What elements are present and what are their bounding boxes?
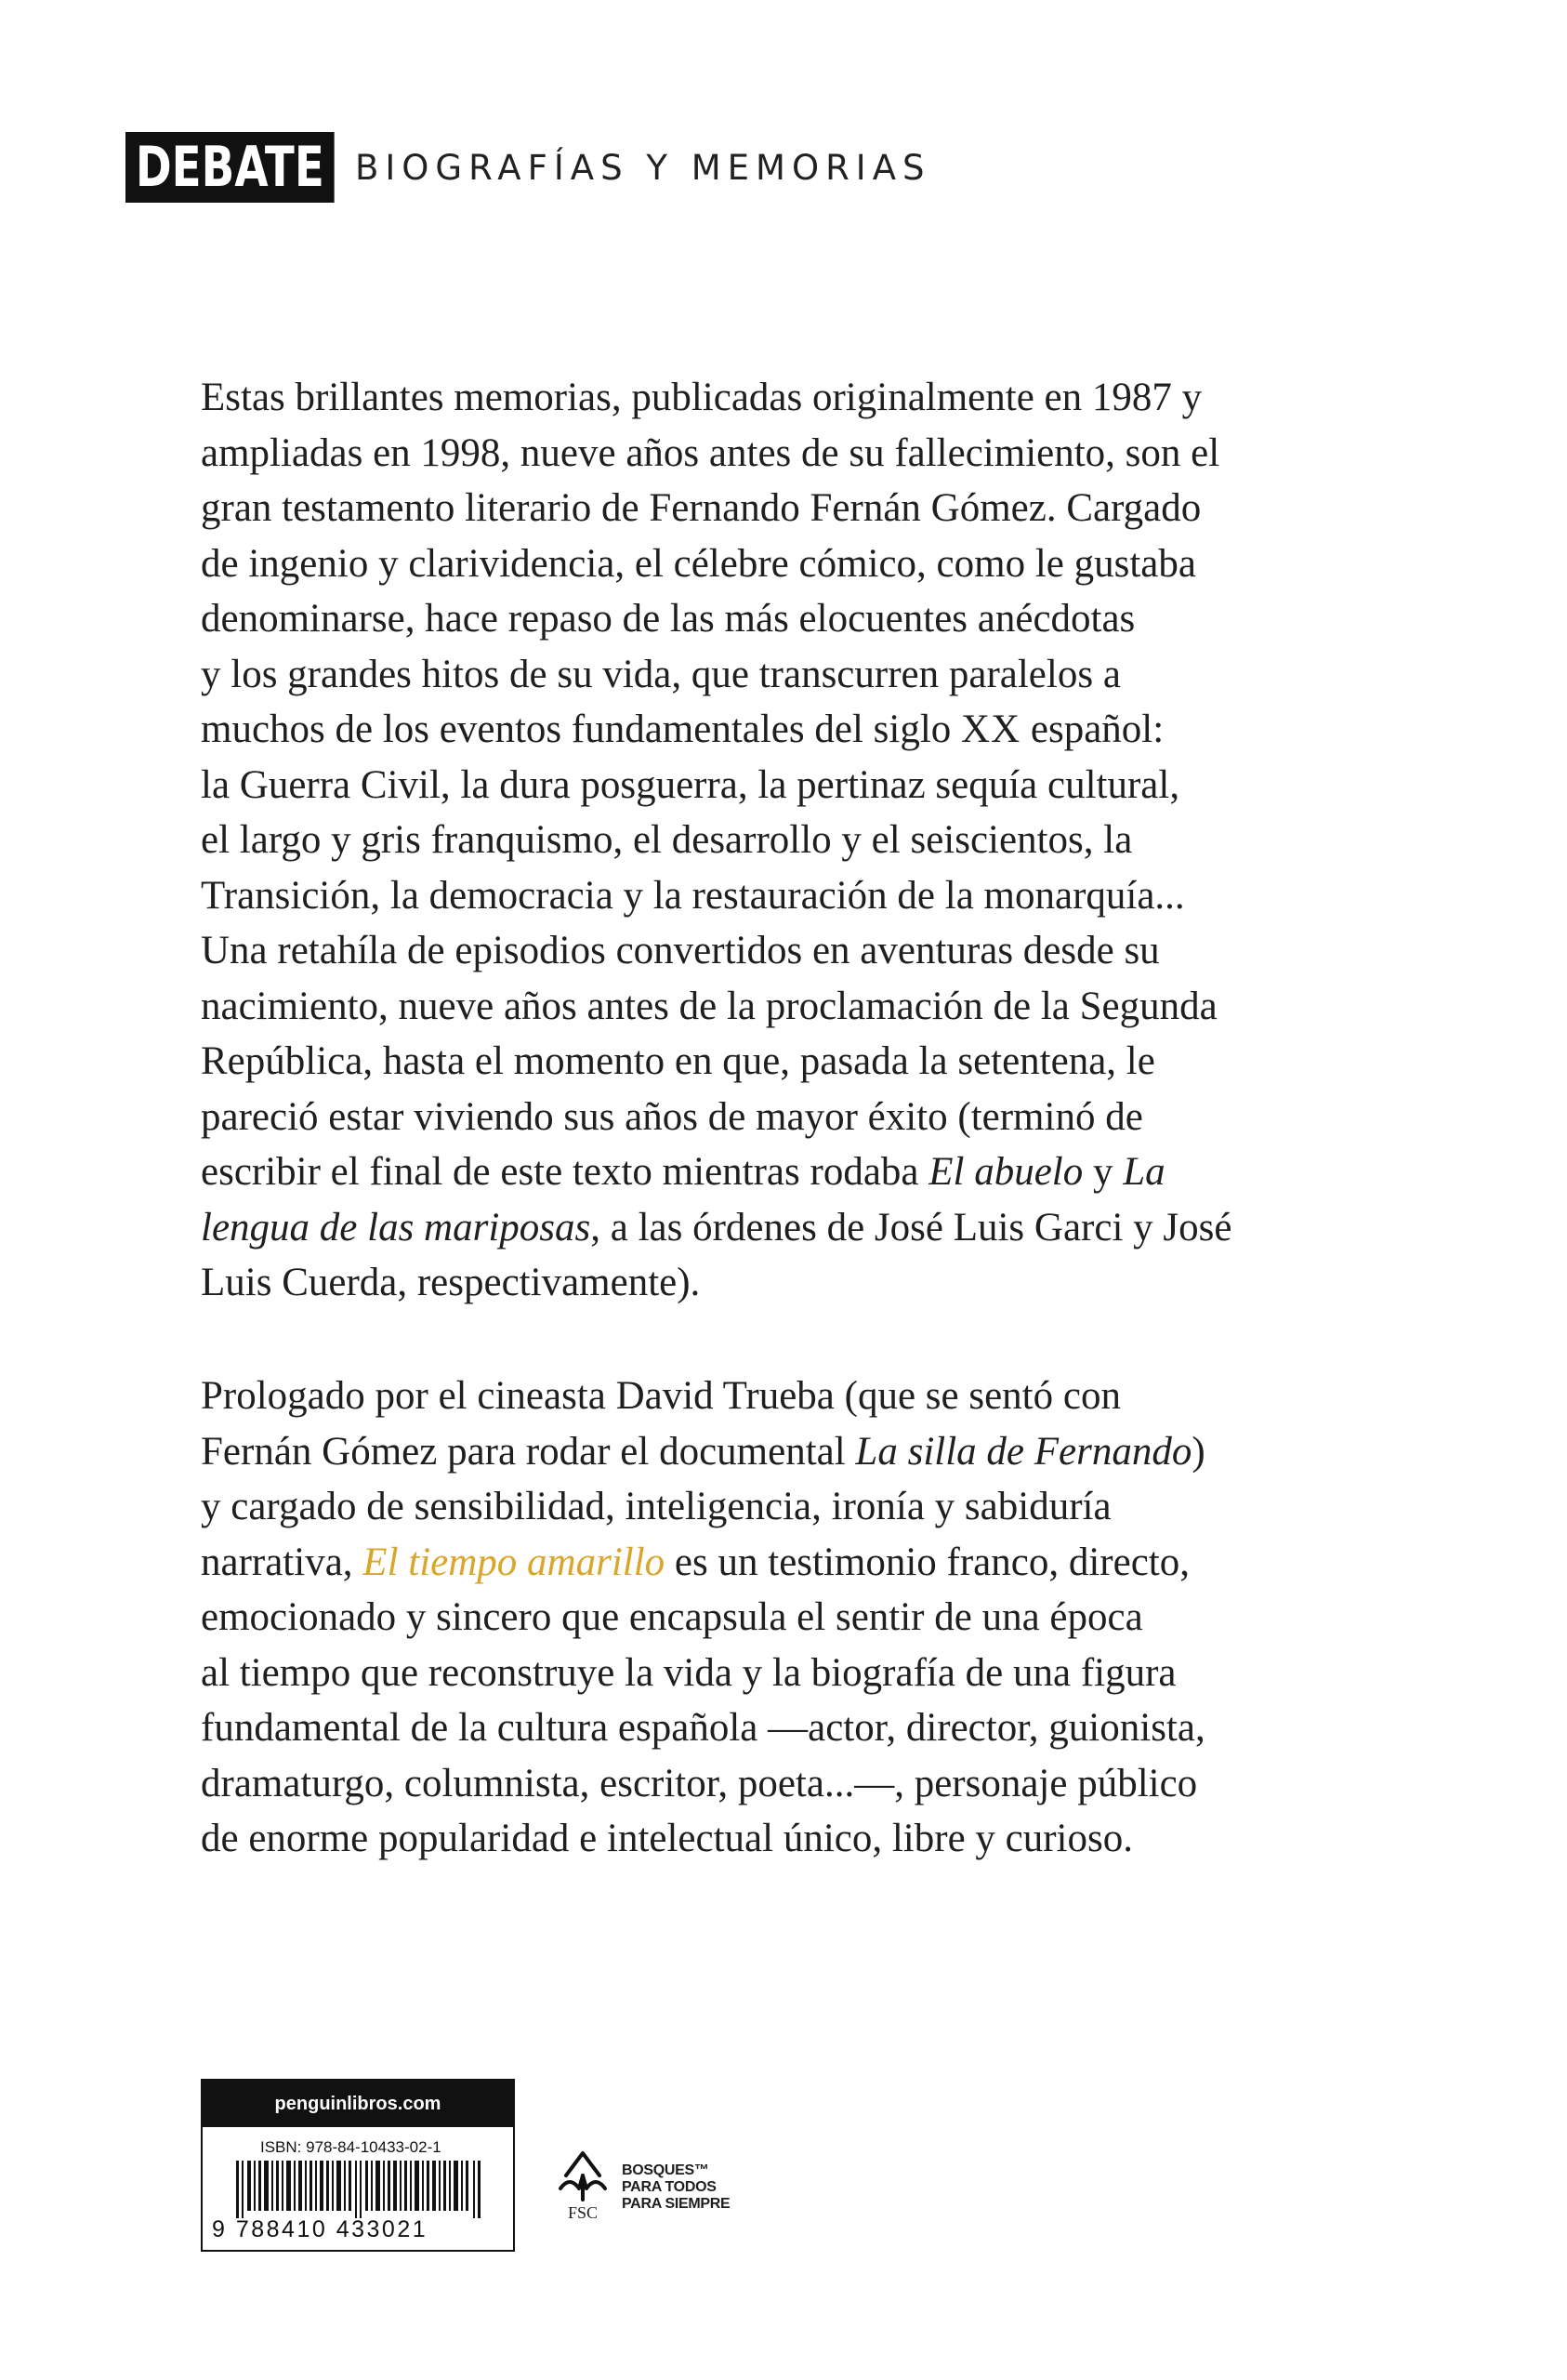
fsc-tagline	[622, 2162, 730, 2213]
collection-title: BIOGRAFÍAS Y MEMORIAS	[355, 147, 931, 188]
text-line: y los grandes hitos de su vida, que transcurren paralelos a	[201, 652, 1121, 696]
text-segment: narrativa,	[201, 1540, 363, 1584]
fsc-tagline-line: PARA TODOS	[622, 2179, 717, 2195]
text-segment: es un testimonio franco, directo,	[665, 1540, 1190, 1584]
text-segment: escribir el final de este texto mientras rodaba	[201, 1150, 929, 1194]
text-line: Prologado por el cineasta David Trueba (que se sentó con	[201, 1374, 1121, 1418]
barcode-box	[201, 2079, 515, 2252]
century-text: XX	[961, 707, 1021, 751]
text-line: de ingenio y clarividencia, el célebre cómico, como le gustaba	[201, 541, 1196, 586]
text-line: denominarse, hace repaso de las más elocuentes anécdotas	[201, 597, 1136, 641]
text-line: fundamental de la cultura española —actor, director, guionista,	[201, 1706, 1205, 1750]
fsc-label: FSC	[567, 2203, 599, 2222]
book-title: El tiempo amarillo	[362, 1540, 665, 1584]
text-line: al tiempo que reconstruye la vida y la biografía de una figura	[201, 1650, 1177, 1695]
text-line: de enorme popularidad e intelectual único, libre y curioso.	[201, 1817, 1133, 1860]
text-segment: )	[1192, 1429, 1205, 1474]
text-segment: , a las órdenes de José Luis Garci y José	[590, 1205, 1232, 1250]
text-line: Luis Cuerda, respectivamente).	[201, 1261, 701, 1304]
isbn-text: ISBN: 978-84-10433-02-1	[260, 2138, 441, 2156]
text-segment: Fernán Gómez para rodar el documental	[201, 1429, 856, 1474]
text-line: nacimiento, nueve años antes de la proclamación de la Segunda	[201, 984, 1218, 1028]
text-segment: muchos de los eventos fundamentales del siglo	[201, 707, 962, 751]
fsc-tree-icon	[557, 2148, 609, 2202]
text-line	[201, 1144, 1409, 1200]
film-title: La	[1123, 1150, 1165, 1194]
text-line: pareció estar viviendo sus años de mayor éxito (terminó de	[201, 1094, 1143, 1139]
text-line: dramaturgo, columnista, escritor, poeta...—, personaje público	[201, 1761, 1198, 1805]
text-segment: y	[1083, 1150, 1124, 1194]
text-line: emocionado y sincero que encapsula el sentir de una época	[201, 1595, 1143, 1639]
barcode-icon	[236, 2161, 487, 2218]
text-line: Transición, la democracia y la restauración de la monarquía...	[201, 873, 1185, 918]
fsc-mark	[555, 2148, 611, 2223]
documentary-title: La silla de Fernando	[855, 1429, 1192, 1474]
fsc-tagline-line: PARA SIEMPRE	[622, 2196, 731, 2212]
text-line: Estas brillantes memorias, publicadas originalmente en 1987 y	[201, 376, 1203, 419]
publisher-logo: DEBATE	[125, 132, 335, 203]
fsc-tagline-line: BOSQUES™	[622, 2162, 709, 2178]
website-label: penguinlibros.com	[203, 2081, 513, 2127]
film-title: El abuelo	[928, 1150, 1084, 1194]
blurb-paragraph-2	[201, 1368, 1409, 1867]
text-line	[201, 1200, 1409, 1256]
fsc-logo	[555, 2148, 730, 2223]
text-line: ampliadas en 1998, nueve años antes de su fallecimiento, son el	[201, 430, 1220, 475]
text-segment: español:	[1021, 707, 1165, 751]
ean-digits: 9 788410 433021	[212, 2216, 428, 2242]
text-line: el largo y gris franquismo, el desarrollo y el seiscientos, la	[201, 818, 1133, 862]
text-line: Una retahíla de episodios convertidos en aventuras desde su	[201, 929, 1160, 972]
text-line: la Guerra Civil, la dura posguerra, la pertinaz sequía cultural,	[201, 762, 1180, 807]
text-line	[201, 1535, 1409, 1591]
text-line: República, hasta el momento en que, pasada la setentena, le	[201, 1039, 1155, 1083]
film-title: lengua de las mariposas	[201, 1205, 591, 1250]
text-line: gran testamento literario de Fernando Fernán Gómez. Cargado	[201, 486, 1202, 530]
text-line	[201, 702, 1409, 758]
text-line: y cargado de sensibilidad, inteligencia, ironía y sabiduría	[201, 1485, 1112, 1528]
blurb-paragraph-1	[201, 370, 1409, 1311]
text-line	[201, 1424, 1409, 1480]
header	[125, 132, 931, 203]
